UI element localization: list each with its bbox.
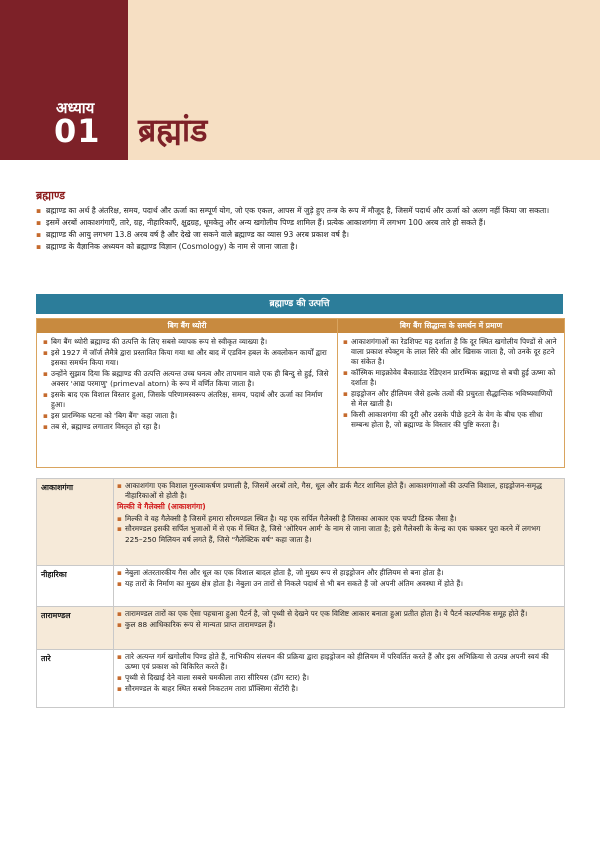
table-row <box>37 607 564 649</box>
right-points <box>343 337 559 431</box>
row-points <box>117 609 559 630</box>
list-item: ▪ सौरमण्डल के बाहर स्थित सबसे निकटतम तारा प्रॉक्सिमा सेंटॉरी है। <box>117 684 559 694</box>
list-item: ▪ हाइड्रोजन और हीलियम जैसे हल्के तत्वों की प्रचुरता सैद्धान्तिक भविष्यवाणियों से मेल खाती है। <box>343 389 559 409</box>
chapter-number: 01 <box>54 112 101 150</box>
list-item: ▪ तब से, ब्रह्माण्ड लगातार विस्तृत हो रहा है। <box>43 422 331 432</box>
list-item: ▪ इसके बाद एक विशाल विस्तार हुआ, जिसके परिणामस्वरूप अंतरिक्ष, समय, पदार्थ और ऊर्जा का निर्माण हुआ। <box>43 390 331 410</box>
list-item: ▪ तारे अत्यन्त गर्म खगोलीय पिण्ड होते हैं, नाभिकीय संलयन की प्रक्रिया द्वारा हाइड्रोजन को हीलियम में परिवर्तित करते हैं और इस अभिक्रिया से उत्पन्न अपनी स्वयं की ऊष्मा एवं प्रकाश को विकिरित करते हैं। <box>117 652 559 672</box>
left-column-header: बिग बैंग थ्योरी <box>37 319 337 333</box>
section-heading: ब्रह्माण्ड <box>36 189 66 202</box>
list-item: ▪ तारामण्डल तारों का एक ऐसा पहचाना हुआ पैटर्न है, जो पृथ्वी से देखने पर एक विशिष्ट आकार बनाता हुआ प्रतीत होता है। ये पैटर्न काल्पनिक समूह होते हैं। <box>117 609 559 619</box>
table-row <box>37 650 564 707</box>
column-divider <box>337 319 338 467</box>
table-row <box>37 566 564 606</box>
list-item: ▪ आकाशगंगाओं का रेडशिफ्ट यह दर्शाता है कि दूर स्थित खगोलीय पिण्डों से आने वाला प्रकाश स्पेक्ट्रम के लाल सिरे की ओर खिसक जाता है, जो उनके दूर हटने का संकेत है। <box>343 337 559 367</box>
list-item: ▪ मिल्की वे वह गैलेक्सी है जिसमें हमारा सौरमण्डल स्थित है। यह एक सर्पिल गैलेक्सी है जिसका आकार एक चपटी डिस्क जैसा है। <box>117 514 559 524</box>
list-item: ▪ इसे 1927 में जॉर्ज लैमैत्रे द्वारा प्रस्तावित किया गया था और बाद में एडविन हबल के अवलोकन कार्यों द्वारा इसका समर्थन किया गया। <box>43 348 331 368</box>
chapter-label: अध्याय <box>56 99 95 117</box>
list-item: ▪ इस प्रारम्भिक घटना को 'बिग बैंग' कहा जाता है। <box>43 411 331 421</box>
sub-heading: मिल्की वे गैलेक्सी (आकाशगंगा) <box>117 502 206 512</box>
list-item: ▪ उन्होंने सुझाव दिया कि ब्रह्माण्ड की उत्पत्ति अत्यन्त उच्च घनत्व और तापमान वाले एक ही बिन्दु से हुई, जिसे अक्सर 'आद्य परमाणु' (primeval atom) के रूप में वर्णित किया जाता है। <box>43 369 331 389</box>
row-label: आकाशगंगा <box>41 483 74 492</box>
table-row <box>37 479 564 565</box>
right-column-header: बिग बैंग सिद्धान्त के समर्थन में प्रमाण <box>338 319 564 333</box>
row-points <box>117 568 559 589</box>
list-item: ▪ कुल 88 आधिकारिक रूप से मान्यता प्राप्त तारामण्डल हैं। <box>117 620 559 630</box>
column-divider <box>113 479 114 707</box>
row-points <box>117 652 559 694</box>
list-item: ▪ आकाशगंगा एक विशाल गुरुत्वाकर्षण प्रणाली है, जिसमें अरबों तारे, गैस, धूल और डार्क मैटर शामिल होते हैं। आकाशगंगाओं की उत्पत्ति विशाल, हाइड्रोजन-समृद्ध नीहारिकाओं से होती है। <box>117 481 559 501</box>
list-item: ▪ कॉस्मिक माइक्रोवेव बैकग्राउंड रेडिएशन प्रारम्भिक ब्रह्माण्ड से बची हुई ऊष्मा को दर्शाता है। <box>343 368 559 388</box>
origin-box <box>36 318 565 468</box>
row-points <box>117 481 559 545</box>
row-label: तारामण्डल <box>41 611 71 620</box>
intro-point: ▪ ब्रह्माण्ड की आयु लगभग 13.8 अरब वर्ष है और देखे जा सकने वाले ब्रह्माण्ड का व्यास 93 अरब प्रकाश वर्ष है। <box>36 229 566 240</box>
intro-point: ▪ ब्रह्माण्ड के वैज्ञानिक अध्ययन को ब्रह्माण्ड विज्ञान (Cosmology) के नाम से जाना जाता है। <box>36 241 566 252</box>
row-label: तारे <box>41 654 51 663</box>
intro-point: ▪ ब्रह्माण्ड का अर्थ है अंतरिक्ष, समय, पदार्थ और ऊर्जा का सम्पूर्ण योग, जो एक एकल, आपस में जुड़े हुए तन्त्र के रूप में मौजूद है, जिसमें पदार्थ और ऊर्जा को अलग नहीं किया जा सकता। <box>36 205 566 216</box>
intro-list <box>36 205 566 253</box>
list-item: ▪ सौरमण्डल इसकी सर्पिल भुजाओं में से एक में स्थित है, जिसे 'ओरियन आर्म' के नाम से जाना जाता है; इसे गैलेक्सी के केन्द्र का एक चक्कर पूरा करने में लगभग 225–250 मिलियन वर्ष लगते हैं, जिसे "गैलेक्टिक वर्ष" कहा जाता है। <box>117 524 559 544</box>
list-item: ▪ नेबुला अंतरतारकीय गैस और धूल का एक विशाल बादल होता है, जो मुख्य रूप से हाइड्रोजन और हीलियम से बना होता है। <box>117 568 559 578</box>
chapter-header <box>0 0 600 160</box>
left-points <box>43 337 331 433</box>
chapter-title: ब्रह्मांड <box>138 111 208 149</box>
topics-table <box>36 478 565 708</box>
list-item: ▪ यह तारों के निर्माण का मुख्य क्षेत्र होता है। नेबुला उन तारों से निकले पदार्थ से भी बन सकते हैं जो अपनी अंतिम अवस्था में होते हैं। <box>117 579 559 589</box>
list-item: ▪ पृथ्वी से दिखाई देने वाला सबसे चमकीला तारा सीरियस (डॉग स्टार) है। <box>117 673 559 683</box>
intro-point: ▪ इसमें अरबों आकाशगंगाएँ, तारे, ग्रह, नीहारिकाएँ, क्षुद्रग्रह, धूमकेतु और अन्य खगोलीय पिण्ड शामिल हैं। प्रत्येक आकाशगंगा में लगभग 100 अरब तारे हो सकते हैं। <box>36 217 566 228</box>
list-item: ▪ किसी आकाशगंगा की दूरी और उसके पीछे हटने के वेग के बीच एक सीधा सम्बन्ध होता है, जो ब्रह्माण्ड के विस्तार की पुष्टि करता है। <box>343 410 559 430</box>
list-item: ▪ बिग बैंग थ्योरी ब्रह्माण्ड की उत्पत्ति के लिए सबसे व्यापक रूप से स्वीकृत व्याख्या है। <box>43 337 331 347</box>
row-label: नीहारिका <box>41 570 67 579</box>
origin-title: ब्रह्माण्ड की उत्पत्ति <box>36 294 563 314</box>
